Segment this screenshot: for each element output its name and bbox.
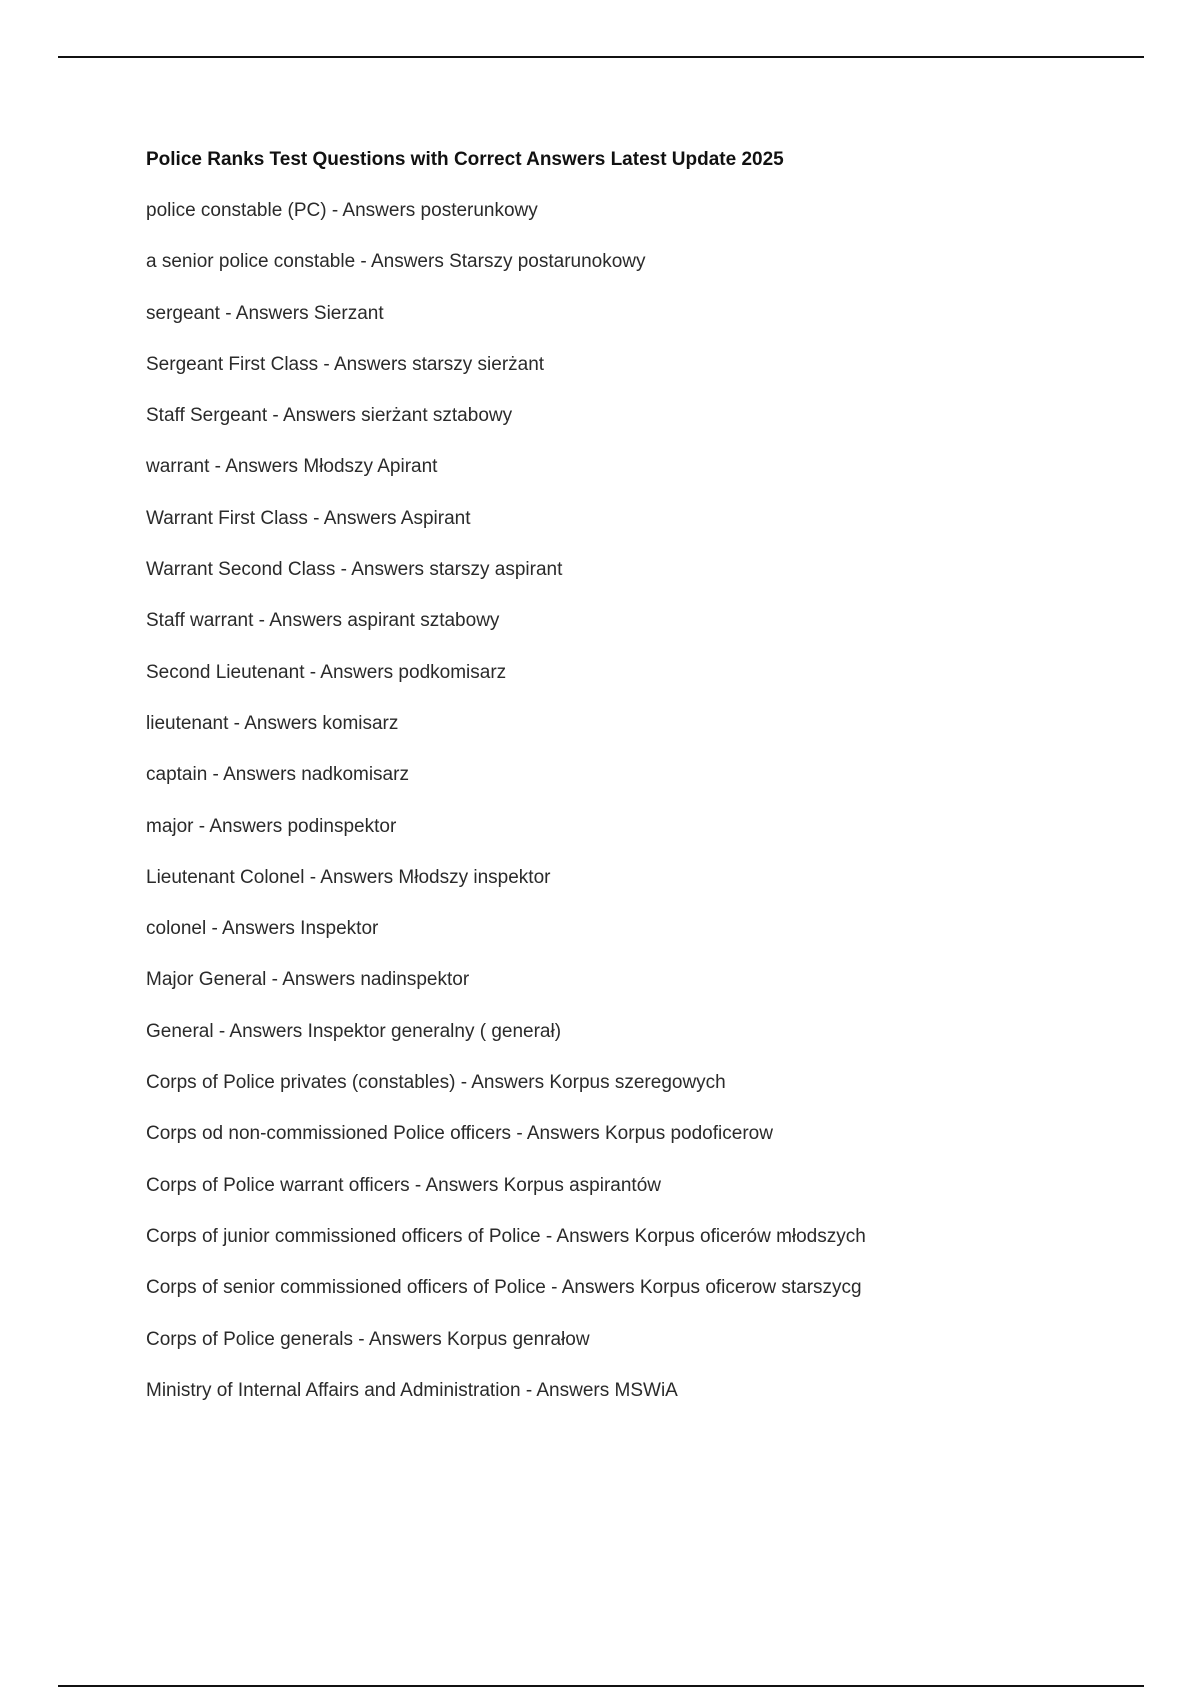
document-title: Police Ranks Test Questions with Correct Answers Latest Update 2025 (146, 149, 784, 170)
qa-item: Staff Sergeant - Answers sierżant sztabowy (146, 405, 513, 427)
qa-item: Corps of Police generals - Answers Korpus genrałow (146, 1328, 590, 1350)
qa-list (146, 196, 866, 1427)
qa-item: sergeant - Answers Sierzant (146, 302, 384, 324)
qa-item: Corps of senior commissioned officers of Police - Answers Korpus oficerow starszycg (146, 1277, 862, 1299)
qa-item: warrant - Answers Młodszy Apirant (146, 456, 438, 478)
qa-item: Lieutenant Colonel - Answers Młodszy inspektor (146, 866, 551, 888)
qa-item: Corps of junior commissioned officers of Police - Answers Korpus oficerów młodszych (146, 1225, 866, 1247)
qa-item: lieutenant - Answers komisarz (146, 712, 399, 734)
qa-item: Corps of Police warrant officers - Answers Korpus aspirantów (146, 1174, 661, 1196)
qa-item: Ministry of Internal Affairs and Administration - Answers MSWiA (146, 1379, 678, 1401)
qa-item: Major General - Answers nadinspektor (146, 969, 470, 991)
document-body (146, 145, 1146, 1401)
qa-item: Warrant First Class - Answers Aspirant (146, 507, 471, 529)
qa-item: Corps od non-commissioned Police officers - Answers Korpus podoficerow (146, 1123, 773, 1145)
qa-item: General - Answers Inspektor generalny ( generał) (146, 1020, 562, 1042)
qa-item: captain - Answers nadkomisarz (146, 764, 409, 786)
qa-item: Warrant Second Class - Answers starszy aspirant (146, 559, 563, 581)
qa-item: colonel - Answers Inspektor (146, 918, 379, 940)
qa-item: a senior police constable - Answers Starszy postarunokowy (146, 251, 646, 273)
footer-rule (58, 1685, 1144, 1687)
qa-item: Second Lieutenant - Answers podkomisarz (146, 661, 507, 683)
qa-item: Corps of Police privates (constables) - Answers Korpus szeregowych (146, 1072, 726, 1094)
qa-item: Sergeant First Class - Answers starszy sierżant (146, 353, 545, 375)
qa-item: major - Answers podinspektor (146, 815, 397, 837)
qa-item: Staff warrant - Answers aspirant sztabowy (146, 610, 500, 632)
header-rule (58, 56, 1144, 58)
qa-item: police constable (PC) - Answers posterunkowy (146, 200, 538, 221)
